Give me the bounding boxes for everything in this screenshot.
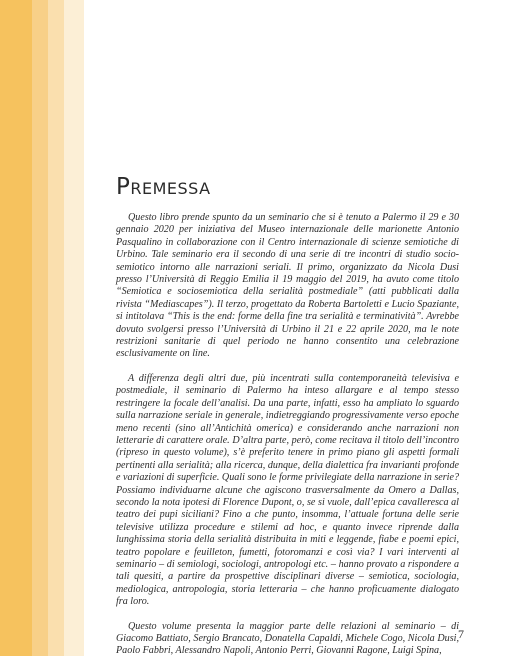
stripe-1 xyxy=(0,0,32,656)
paragraph-2: A differenza degli altri due, più incentrati sulla contemporaneità televisiva e postmediale, il seminario di Palermo ha inteso allargare e al tempo stesso restringere la focale dell’analisi. Da una parte, infatti, esso ha ampliato lo sguardo sulla narrazione seriale in generale, indietreggiando progressivamente verso epoche meno recenti (sino all’Antichità omerica) e considerando anche narrazioni non letterarie di carattere orale. D’altra parte, però, come recitava il titolo dell’incontro (ripreso in questo volume), s’è preferito tenere in primo piano gli aspetti formali pertinenti alla serialità; alla ricerca, dunque, della dialettica fra invarianti profonde e variazioni di superficie. Quali sono le forme privilegiate della narrazione in serie? Possiamo individuarne alcune che agiscono trasversalmente da Omero a Dallas, secondo la nota ipotesi di Florence Dupont, o, se si vuole, dall’epica cavalleresca al teatro dei pupi siciliani? Fino a che punto, insomma, l’attuale fortuna delle serie televisive utilizza procedure e stilemi ad hoc, e quanto invece riprende dalla lunghissima storia della serialità distribuita in miti e leggende, fiabe e poemi epici, teatro popolare e feuilleton, fumetti, fotoromanzi e così via? I vari interventi al seminario – di semiologi, sociologi, antropologi etc. – hanno provato a rispondere a tali quesiti, a partire da prospettive disciplinari diverse – semiotica, sociologia, mediologica, antropologia, storia letteraria – che hanno proficuamente dialogato fra loro. xyxy=(116,372,459,608)
page-number: 7 xyxy=(458,627,464,641)
page-title: Premessa xyxy=(116,174,211,200)
stripe-2 xyxy=(32,0,48,656)
paragraph-3: Questo volume presenta la maggior parte delle relazioni al seminario – di Giacomo Battiato, Sergio Brancato, Donatella Capaldi, Michele Cogo, Nicola Dusi, Paolo Fabbri, Alessandro Napoli, Antonio Perri, Giovanni Ragone, Luigi Spina, xyxy=(116,620,459,657)
body-text xyxy=(116,212,459,670)
stripe-4 xyxy=(64,0,84,656)
decorative-stripes xyxy=(0,0,84,656)
paragraph-1: Questo libro prende spunto da un seminario che si è tenuto a Palermo il 29 e 30 gennaio 2020 per iniziativa del Museo internazionale delle marionette Antonio Pasqualino in collaborazione con il Centro internazionale di scienze semiotiche di Urbino. Tale seminario era il secondo di una serie di tre incontri di studio socio-semiotico intorno alle narrazioni seriali. Il primo, organizzato da Nicola Dusi presso l’Università di Reggio Emilia il 19 maggio del 2019, ha avuto come titolo “Semiotica e sociosemiotica della serialità postmediale” (atti pubblicati dalla rivista “Mediascapes”). Il terzo, progettato da Roberta Bartoletti e Lucio Spaziante, si intitolava “This is the end: forme della fine tra serialità e terminatività”. Avrebbe dovuto svolgersi presso l’Università di Urbino il 21 e 22 aprile 2020, ma le note restrizioni sanitarie di quel periodo ne hanno consentito una celebrazione esclusivamente on line. xyxy=(116,212,459,360)
stripe-3 xyxy=(48,0,64,656)
